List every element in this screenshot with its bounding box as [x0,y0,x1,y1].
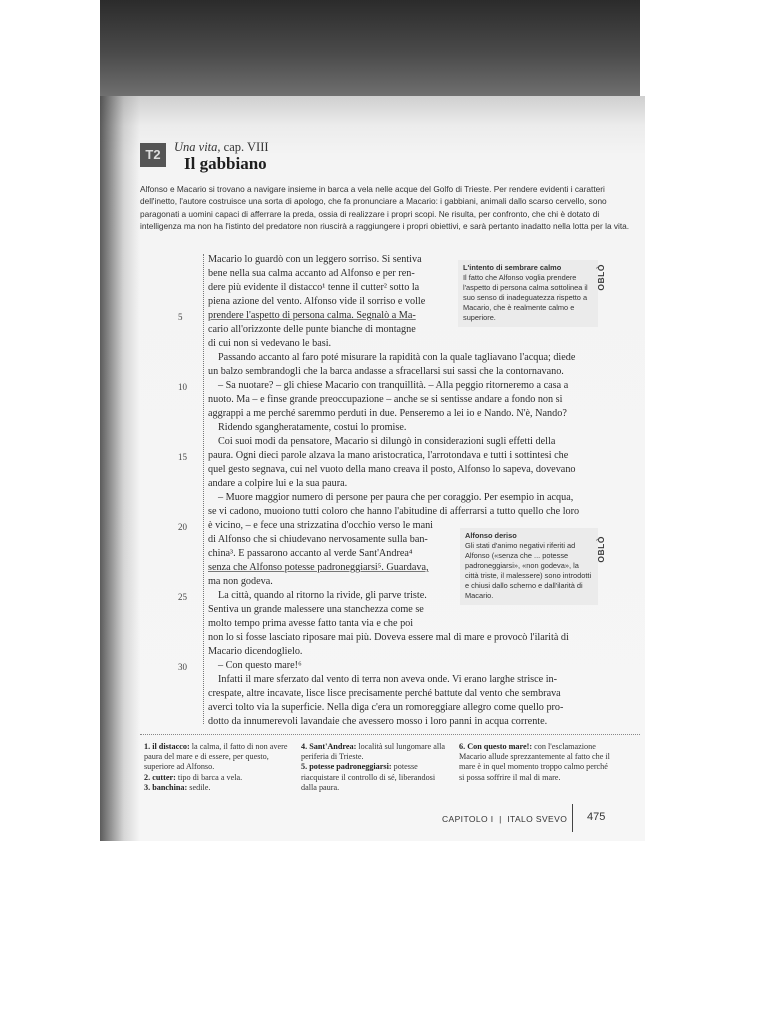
sidebox-body: Il fatto che Alfonso voglia prendere l'aspetto di persona calma sottolinea il suo senso di inadeguatezza rispetto a Macario, che è realmente calmo e superiore. [463,273,588,322]
footer-author: ITALO SVEVO [507,814,568,824]
text-line: – Con questo mare!⁶ [218,660,302,671]
sidebox-title: Alfonso deriso [465,531,517,540]
text-line: – Muore maggior numero di persone per paura che per coraggio. Per esempio in acqua, [218,492,574,503]
intro-paragraph: Alfonso e Macario si trovano a navigare insieme in barca a vela nelle acque del Golfo di Trieste. Per rendere evidenti i caratteri dell'inetto, l'autore costruisce una sorta di apologo, che fa pronunciare a Macario: i gabbiani, animali dallo scarso cervello, sono paragonati a uomini capaci di afferrare la preda, ossia di realizzare i propri scopi. Ne risulta, per confronto, che chi è dotato di intelligenza ma non ha l'istinto del predatore non riuscirà a raggiungere i propri obiettivi, e sarà pertanto inadatto nella lotta per la vita. [140,184,630,232]
footnote-term: 4. Sant'Andrea: [301,742,357,751]
text-line: ma non godeva. [208,576,273,587]
footnote [144,773,296,783]
footnote-text: con l'esclamazione Macario allude sprezzantemente al fatto che il mare è in quel momento troppo calmo perché si possa soffrire il mal di mare. [459,742,610,782]
text-line: piena azione del vento. Alfonso vide il sorriso e volle [208,296,426,307]
footnote-term: 1. il distacco: [144,742,190,751]
line-number: 15 [178,452,187,462]
book-page [100,96,645,841]
footnote-text: potesse riacquistare il controllo di sé, liberandosi dalla paura. [301,762,436,792]
text-line: crespate, altre incavate, lisce lisce precisamente perché battute dal vento che sembrava [208,688,561,699]
line-number: 5 [178,312,183,322]
footnote-text: sedile. [189,782,211,792]
oblo-label: OBLÒ [596,264,606,291]
text-line: aggrappi a me perché saremmo perduti in due. Penseremo a lei io e Nando. N'è, Nando? [208,408,567,419]
text-line: dotto da innumerevoli lavandaie che avessero mosso i loro panni in acqua corrente. [208,716,548,727]
source-work-title: Una vita [174,140,218,154]
text-line: – Sa nuotare? – gli chiese Macario con tranquillità. – Alla peggio ritorneremo a casa a [218,380,569,391]
running-footer: CAPITOLO I | ITALO SVEVO [442,814,568,824]
page-title: Il gabbiano [184,154,267,173]
footnote-term: 3. banchina: [144,782,188,792]
footnote [301,762,453,793]
text-number-tab: T2 [140,143,166,167]
text-line: dere più evidente il distacco¹ tenne il cutter² sotto la [208,282,420,293]
footnote [144,783,296,793]
text-line: Coi suoi modi da pensatore, Macario si dilungò in considerazioni sugli effetti della [218,436,556,447]
source-chapter: , cap. VIII [217,140,269,154]
footnote-rule [140,734,640,735]
footnote-term: 6. Con questo mare!: [459,742,533,751]
text-line: Macario dicendoglielo. [208,646,303,657]
page-number: 475 [587,811,606,823]
margin-dotted-rule [203,254,204,724]
sidebox-body: Gli stati d'animo negativi riferiti ad Alfonso («senza che ... potesse padroneggiarsi», «non godeva», la città triste, il malessere) sono introdotti e chiusi dallo scherno e dall'ilarità di Macario. [465,541,592,600]
line-number: 25 [178,592,187,602]
footer-chapter: CAPITOLO I [442,814,494,824]
text-line: nuoto. Ma – e finse grande preoccupazione – anche se si sentisse andare a fondo non si [208,394,563,405]
source-reference [174,140,269,155]
text-line: di Alfonso che si chiudevano nervosamente sulla ban- [208,534,428,545]
text-line: se vi cadono, muoiono tutti coloro che hanno l'abitudine di afferrarsi a tutto quello che loro [208,506,580,517]
text-line: non lo si fosse lasciato riposare mai più. Doveva essere mal di mare e provocò l'ilarità di [208,632,569,643]
footnote-text: località sul lungomare alla periferia di Trieste. [301,742,446,762]
text-line: prendere l'aspetto di persona calma. Segnalò a Ma- [208,310,416,321]
text-line: china³. E passarono accanto al verde Sant'Andrea⁴ [208,548,413,559]
scanner-background-top [100,0,640,96]
text-line: cario all'orizzonte delle punte bianche di montagne [208,324,416,335]
footnotes-column-3 [459,742,611,783]
footnote [459,742,611,783]
text-line: di cui non si vedevano le basi. [208,338,332,349]
text-line: quel gesto segnava, cui nel vuoto della mano creava il posto, Alfonso lo sapeva, dovevano [208,464,576,475]
footnote [144,742,296,773]
oblo-sidebox-calm [458,260,598,327]
text-line: è vicino, – e fece una strizzatina d'occhio verso le mani [208,520,434,531]
page-binding-shadow [100,96,140,841]
text-line: La città, quando al ritorno la rivide, gli parve triste. [218,590,427,601]
line-number: 30 [178,662,187,672]
text-line: Ridendo sgangheratamente, costui lo promise. [218,422,407,433]
text-line: un balzo sembrandogli che la barca andasse a sfracellarsi sui sassi che la contornavano. [208,366,564,377]
footer-separator [572,804,573,832]
footnote-term: 5. potesse padroneggiarsi: [301,762,392,772]
oblo-label: OBLÒ [596,536,606,563]
text-line: Infatti il mare sferzato dal vento di terra non aveva onde. Vi erano larghe strisce in- [218,674,558,685]
text-line: molto tempo prima avesse fatto tanta via e che poi [208,618,414,629]
text-line: Passando accanto al faro poté misurare la rapidità con la quale tagliavano l'acqua; diede [218,352,576,363]
footnote [301,742,453,762]
footnote-text: la calma, il fatto di non avere paura del mare e di essere, per questo, superiore ad Alfonso. [144,742,288,772]
footnote-text: tipo di barca a vela. [177,772,243,782]
line-number: 10 [178,382,187,392]
text-line: Macario lo guardò con un leggero sorriso. Si sentiva [208,254,422,265]
text-line: andare a colpire lui e la sua paura. [208,478,348,489]
footnotes-column-2 [301,742,453,793]
text-line: senza che Alfonso potesse padroneggiarsi⁵. Guardava, [208,562,429,573]
text-line: Sentiva un grande malessere una stanchezza come se [208,604,424,615]
text-line: bene nella sua calma accanto ad Alfonso e per ren- [208,268,415,279]
oblo-sidebox-deriso [460,528,598,605]
text-line: paura. Ogni dieci parole alzava la mano aristocratica, l'arrotondava e tutti i sottintesi che [208,450,569,461]
sidebox-title: L'intento di sembrare calmo [463,263,562,272]
footnote-term: 2. cutter: [144,772,176,782]
text-line: averci tolto via la superficie. Nella diga c'era un romoreggiare allegro come quello pro- [208,702,564,713]
line-number: 20 [178,522,187,532]
footnotes-column-1 [144,742,296,793]
